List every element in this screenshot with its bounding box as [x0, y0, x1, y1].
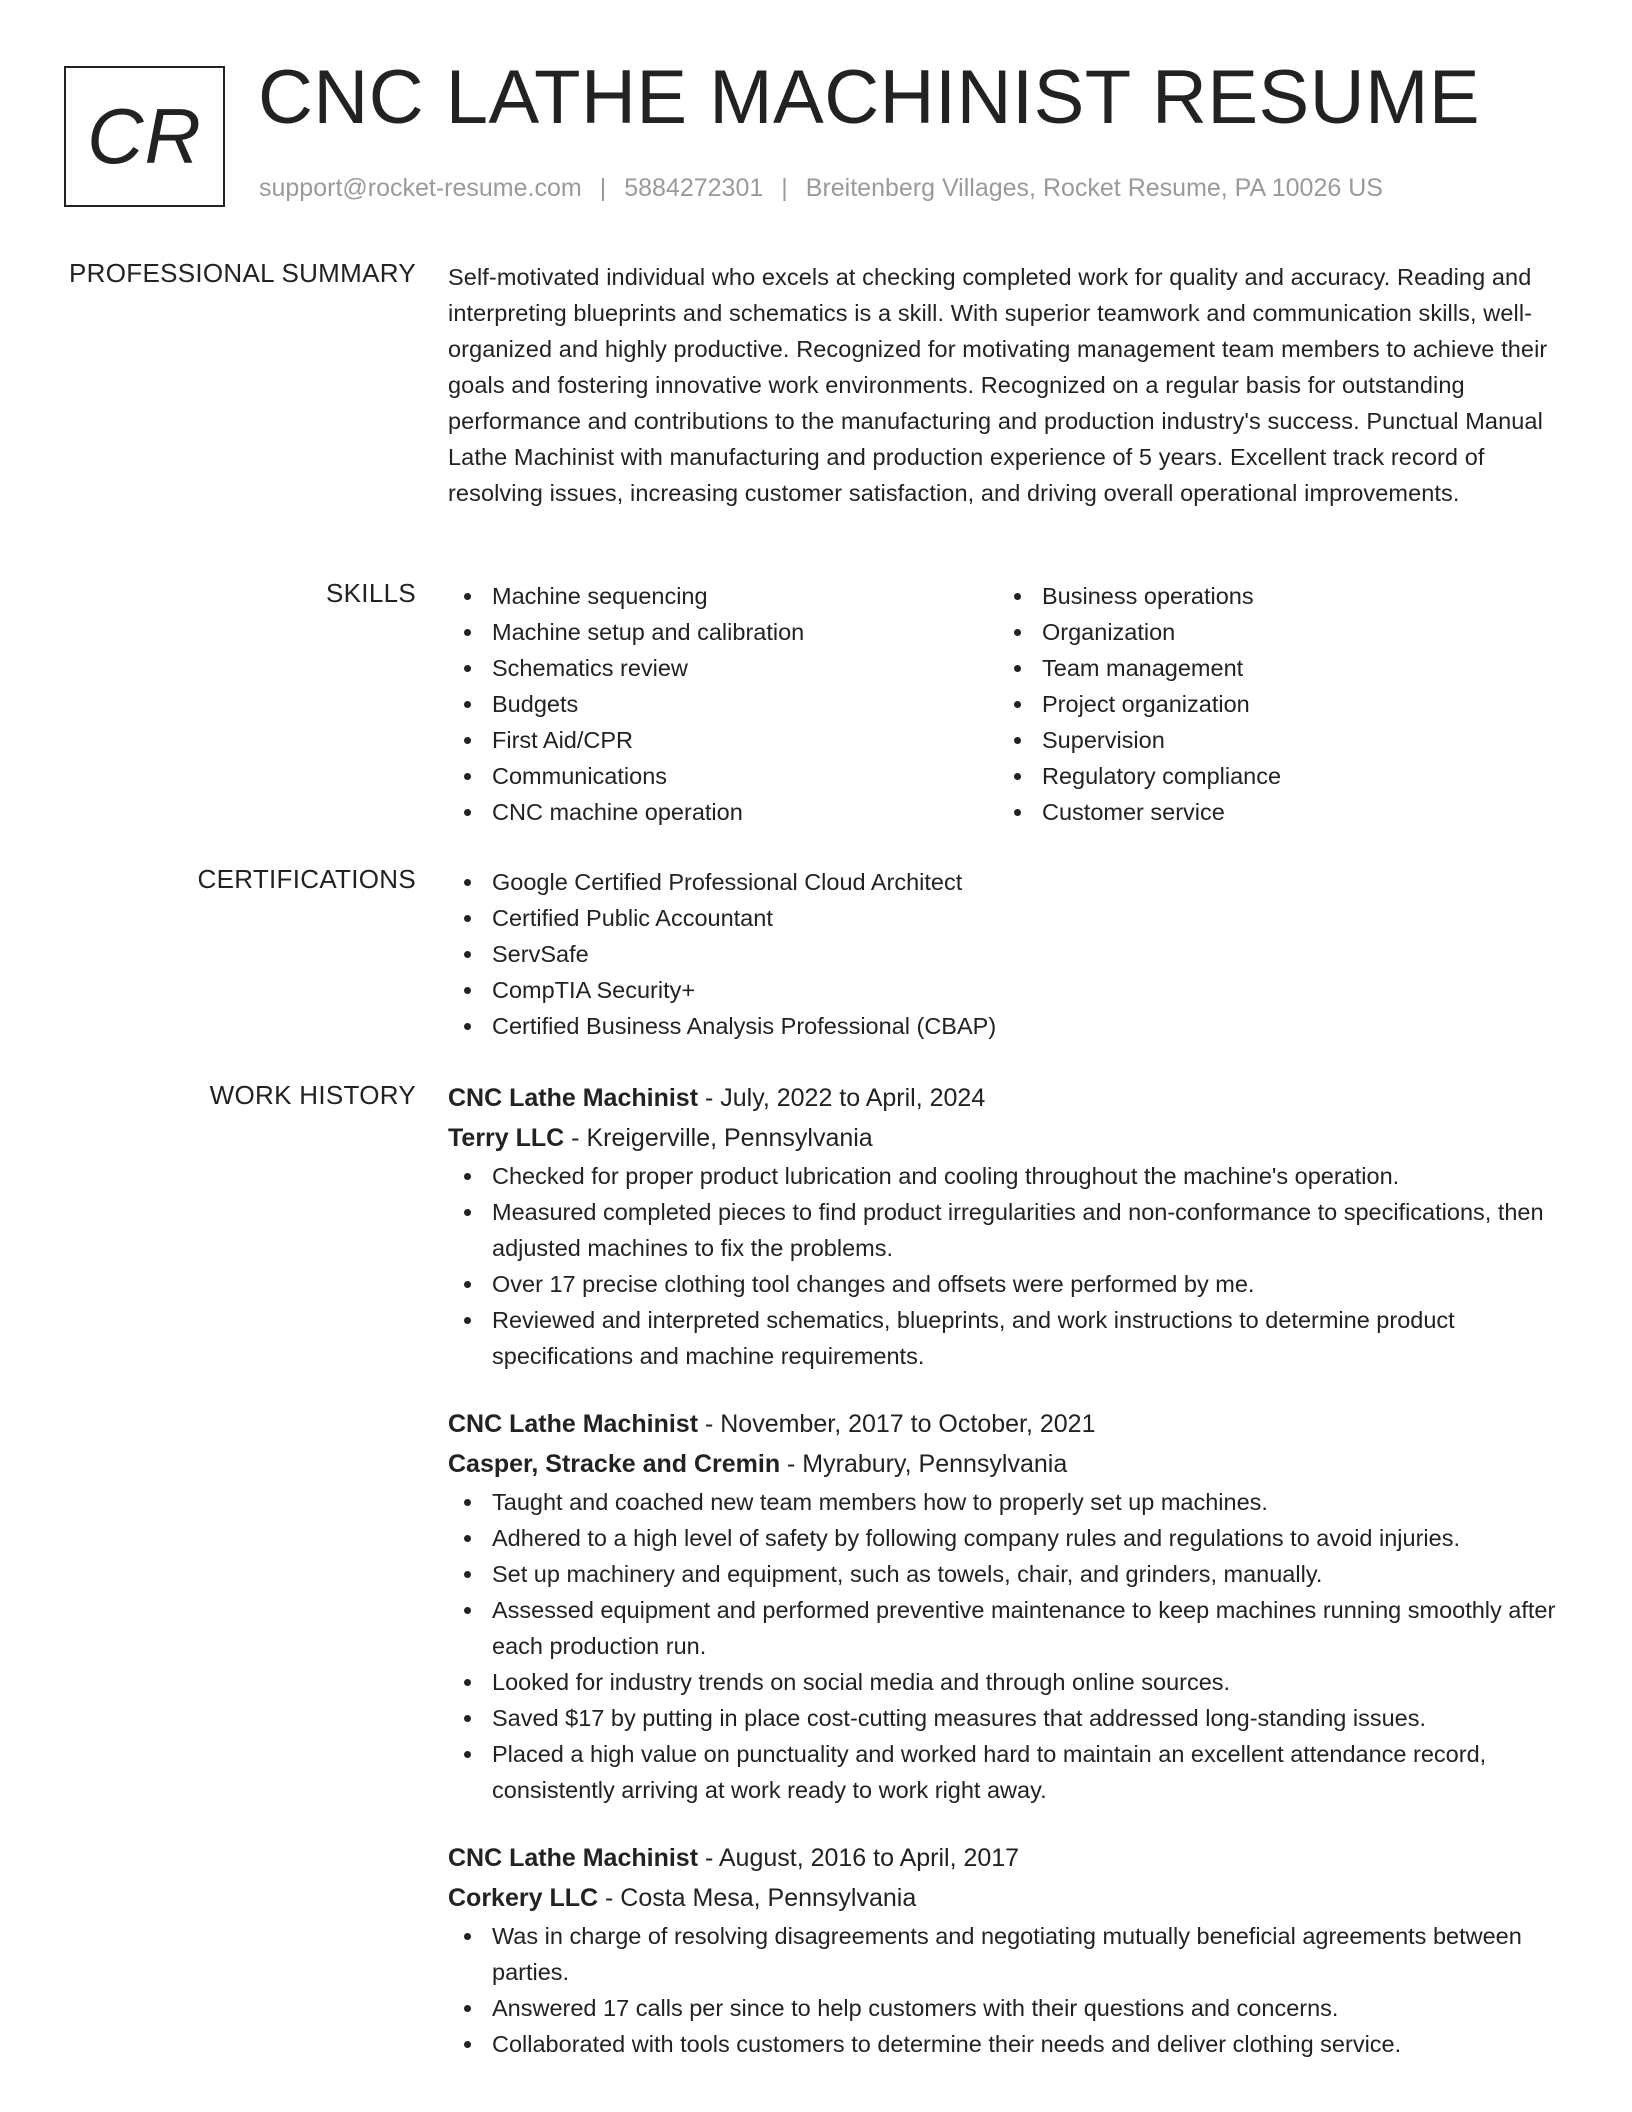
skill-item: Organization [998, 614, 1548, 650]
job-bullet: Assessed equipment and performed preventive maintenance to keep machines running smoothly after each production run. [448, 1592, 1568, 1664]
monogram-badge [64, 66, 225, 207]
skills-heading: SKILLS [326, 578, 416, 608]
skill-item: Machine sequencing [448, 578, 998, 614]
job-company-line [448, 1444, 1568, 1484]
skill-item: First Aid/CPR [448, 722, 998, 758]
resume-title: CNC LATHE MACHINIST RESUME [258, 55, 1481, 140]
skills-list-left [448, 578, 998, 830]
job-dates: - November, 2017 to October, 2021 [698, 1410, 1096, 1438]
skill-item: Budgets [448, 686, 998, 722]
job-bullet: Over 17 precise clothing tool changes and offsets were performed by me. [448, 1266, 1568, 1302]
job-dates: - August, 2016 to April, 2017 [698, 1844, 1020, 1872]
skill-item: Customer service [998, 794, 1548, 830]
contact-separator: | [599, 174, 607, 202]
skill-item: Machine setup and calibration [448, 614, 998, 650]
skill-item: Team management [998, 650, 1548, 686]
job-bullet: Reviewed and interpreted schematics, blueprints, and work instructions to determine product specifications and machine requirements. [448, 1302, 1568, 1374]
certification-item: Google Certified Professional Cloud Architect [448, 864, 1568, 900]
job-bullet: Collaborated with tools customers to determine their needs and deliver clothing service. [448, 2026, 1568, 2062]
job-bullet-list [448, 1484, 1568, 1808]
work-history-body [448, 1078, 1568, 2062]
certification-item: Certified Business Analysis Professional (CBAP) [448, 1008, 1568, 1044]
job-bullet: Taught and coached new team members how to properly set up machines. [448, 1484, 1568, 1520]
job-location: - Kreigerville, Pennsylvania [564, 1124, 873, 1152]
job-bullet: Set up machinery and equipment, such as towels, chair, and grinders, manually. [448, 1556, 1568, 1592]
job-company: Corkery LLC [448, 1884, 599, 1912]
job-role: CNC Lathe Machinist [448, 1844, 699, 1872]
job-company: Casper, Stracke and Cremin [448, 1450, 781, 1478]
job-entry [448, 1838, 1568, 2062]
summary-text: Self-motivated individual who excels at checking completed work for quality and accuracy. Reading and interpreting blueprints and schematics is a skill. With superior teamwork and communication skills, well-organized and highly productive. Recognized for motivating management team members to achieve their goals and fostering innovative work environments. Recognized on a regular basis for outstanding performance and contributions to the manufacturing and production industry's success. Punctual Manual Lathe Machinist with manufacturing and production experience of 5 years. Excellent track record of resolving issues, increasing customer satisfaction, and driving overall operational improvements. [448, 264, 1548, 506]
summary-heading: PROFESSIONAL SUMMARY [69, 258, 416, 288]
skills-body [448, 578, 1568, 830]
job-bullet: Adhered to a high level of safety by following company rules and regulations to avoid injuries. [448, 1520, 1568, 1556]
contact-separator: | [781, 174, 788, 202]
certification-item: CompTIA Security+ [448, 972, 1568, 1008]
job-entry [448, 1404, 1568, 1808]
certification-item: Certified Public Accountant [448, 900, 1568, 936]
contact-line [259, 174, 1383, 203]
job-bullet: Placed a high value on punctuality and worked hard to maintain an excellent attendance record, consistently arriving at work ready to work right away. [448, 1736, 1568, 1808]
job-company-line [448, 1878, 1568, 1918]
job-title-line [448, 1078, 1568, 1118]
certifications-list [448, 864, 1568, 1044]
job-title-line [448, 1838, 1568, 1878]
skill-item: Schematics review [448, 650, 998, 686]
contact-address: Breitenberg Villages, Rocket Resume, PA 10026 US [805, 174, 1383, 202]
skill-item: Project organization [998, 686, 1548, 722]
job-location: - Myrabury, Pennsylvania [780, 1450, 1068, 1478]
summary-body [448, 259, 1568, 511]
skill-item: Supervision [998, 722, 1548, 758]
job-bullet: Was in charge of resolving disagreements and negotiating mutually beneficial agreements between parties. [448, 1918, 1568, 1990]
certifications-heading: CERTIFICATIONS [197, 864, 416, 894]
skill-item: CNC machine operation [448, 794, 998, 830]
skill-item: Business operations [998, 578, 1548, 614]
work-history-heading: WORK HISTORY [209, 1080, 416, 1110]
skills-grid [448, 578, 1568, 830]
job-bullet: Measured completed pieces to find product irregularities and non-conformance to specifications, then adjusted machines to fix the problems. [448, 1194, 1568, 1266]
job-dates: - July, 2022 to April, 2024 [698, 1084, 986, 1112]
job-bullet-list [448, 1918, 1568, 2062]
skills-list-right [998, 578, 1548, 830]
job-bullet: Answered 17 calls per since to help customers with their questions and concerns. [448, 1990, 1568, 2026]
job-title-line [448, 1404, 1568, 1444]
job-bullet: Looked for industry trends on social media and through online sources. [448, 1664, 1568, 1700]
contact-phone[interactable]: 5884272301 [624, 174, 764, 202]
certifications-body [448, 864, 1568, 1044]
skill-item: Regulatory compliance [998, 758, 1548, 794]
job-entry [448, 1078, 1568, 1374]
certification-item: ServSafe [448, 936, 1568, 972]
job-company: Terry LLC [448, 1124, 565, 1152]
job-role: CNC Lathe Machinist [448, 1084, 699, 1112]
job-location: - Costa Mesa, Pennsylvania [598, 1884, 917, 1912]
job-role: CNC Lathe Machinist [448, 1410, 699, 1438]
job-bullet: Saved $17 by putting in place cost-cutting measures that addressed long-standing issues. [448, 1700, 1568, 1736]
job-company-line [448, 1118, 1568, 1158]
job-bullet-list [448, 1158, 1568, 1374]
job-bullet: Checked for proper product lubrication and cooling throughout the machine's operation. [448, 1158, 1568, 1194]
skill-item: Communications [448, 758, 998, 794]
monogram-initials: CR [87, 92, 202, 180]
contact-email[interactable]: support@rocket-resume.com [259, 174, 582, 202]
